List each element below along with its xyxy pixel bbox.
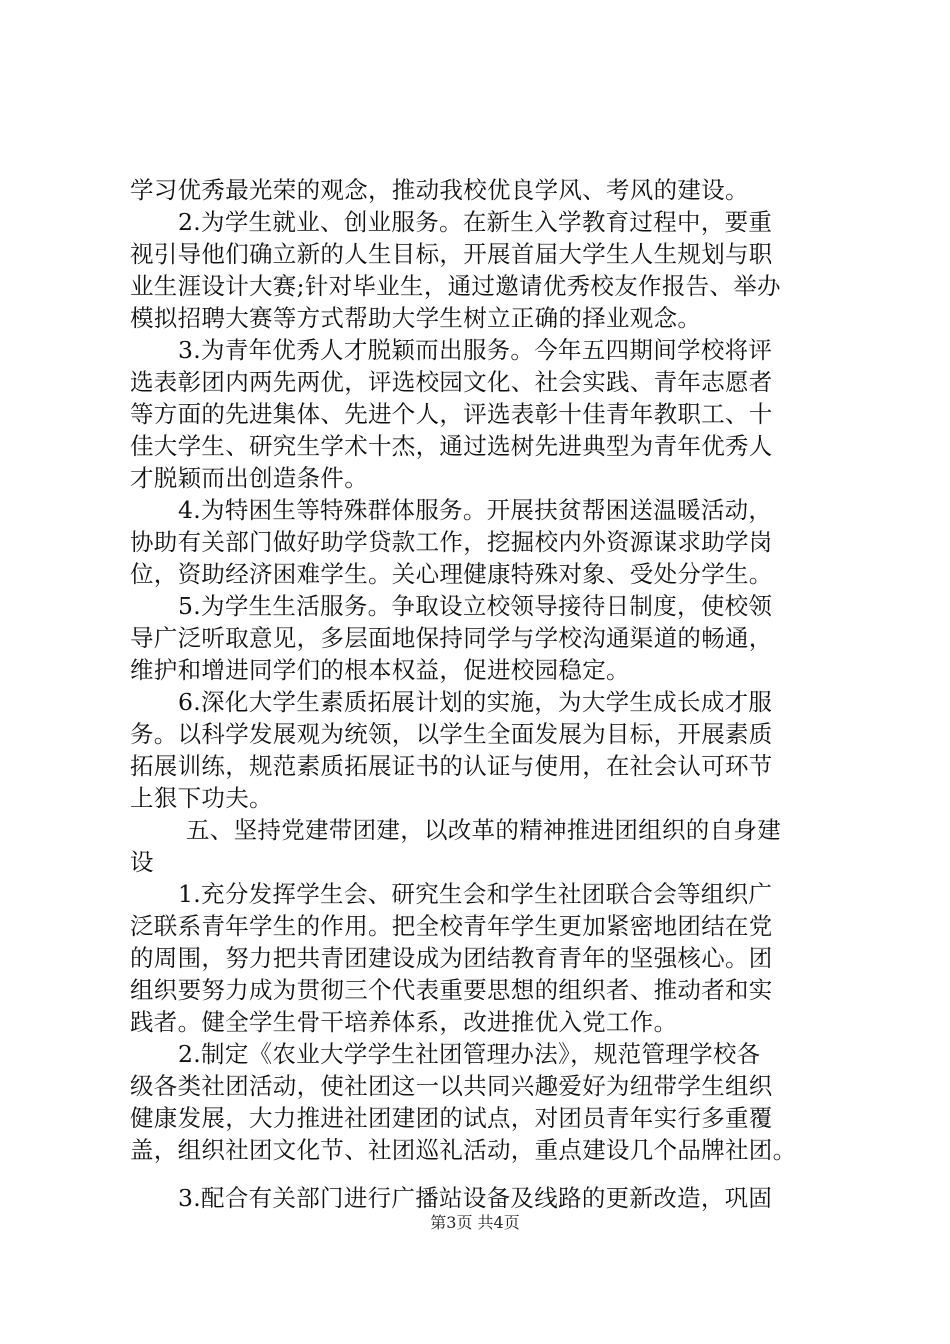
text-line: 组织要努力成为贯彻三个代表重要思想的组织者、推动者和实 <box>130 976 773 1004</box>
text-line: 拓展训练，规范素质拓展证书的认证与使用，在社会认可环节 <box>130 752 773 780</box>
text-line: 健康发展，大力推进社团建团的试点，对团员青年实行多重覆 <box>130 1104 773 1132</box>
text-line: 导广泛听取意见，多层面地保持同学与学校沟通渠道的畅通， <box>130 624 773 652</box>
text-line: 6.深化大学生素质拓展计划的实施，为大学生成长成才服 <box>178 688 773 716</box>
text-line: 模拟招聘大赛等方式帮助大学生树立正确的择业观念。 <box>130 304 702 332</box>
text-line: 维护和增进同学们的根本权益，促进校园稳定。 <box>130 656 630 684</box>
text-line: 4.为特困生等特殊群体服务。开展扶贫帮困送温暖活动， <box>178 496 773 524</box>
text-line: 级各类社团活动，使社团这一以共同兴趣爱好为纽带学生组织 <box>130 1072 773 1100</box>
text-line: 1.充分发挥学生会、研究生会和学生社团联合会等组织广 <box>178 880 773 908</box>
text-line: 的周围，努力把共青团建设成为团结教育青年的坚强核心。团 <box>130 944 773 972</box>
text-line: 业生涯设计大赛;针对毕业生，通过邀请优秀校友作报告、举办 <box>130 272 781 300</box>
section-heading: 五、坚持党建带团建，以改革的精神推进团组织的自身建 <box>186 816 781 844</box>
text-line: 佳大学生、研究生学术十杰，通过选树先进典型为青年优秀人 <box>130 432 773 460</box>
text-line: 协助有关部门做好助学贷款工作，挖掘校内外资源谋求助学岗 <box>130 528 773 556</box>
text-line: 2.制定《农业大学学生社团管理办法》，规范管理学校各 <box>178 1040 761 1068</box>
text-line: 盖，组织社团文化节、社团巡礼活动，重点建设几个品牌社团。 <box>130 1136 797 1164</box>
text-line: 2.为学生就业、创业服务。在新生入学教育过程中，要重 <box>178 208 773 236</box>
text-line: 5.为学生生活服务。争取设立校领导接待日制度，使校领 <box>178 592 773 620</box>
text-line: 才脱颖而出创造条件。 <box>130 464 368 492</box>
text-line: 务。以科学发展观为统领，以学生全面发展为目标，开展素质 <box>130 720 773 748</box>
text-line: 位，资助经济困难学生。关心理健康特殊对象、受处分学生。 <box>130 560 773 588</box>
text-line: 等方面的先进集体、先进个人，评选表彰十佳青年教职工、十 <box>130 400 773 428</box>
text-line: 3.配合有关部门进行广播站设备及线路的更新改造，巩固 <box>178 1184 773 1212</box>
text-line: 选表彰团内两先两优，评选校园文化、社会实践、青年志愿者 <box>130 368 773 396</box>
text-line: 泛联系青年学生的作用。把全校青年学生更加紧密地团结在党 <box>130 912 773 940</box>
text-line: 践者。健全学生骨干培养体系，改进推优入党工作。 <box>130 1008 678 1036</box>
page-number-footer: 第3页 共4页 <box>430 1213 520 1232</box>
text-line: 学习优秀最光荣的观念，推动我校优良学风、考风的建设。 <box>130 176 749 204</box>
text-line: 视引导他们确立新的人生目标，开展首届大学生人生规划与职 <box>130 240 773 268</box>
text-line: 上狠下功夫。 <box>130 784 273 812</box>
section-heading-continued: 设 <box>130 848 154 876</box>
text-line: 3.为青年优秀人才脱颖而出服务。今年五四期间学校将评 <box>178 336 773 364</box>
